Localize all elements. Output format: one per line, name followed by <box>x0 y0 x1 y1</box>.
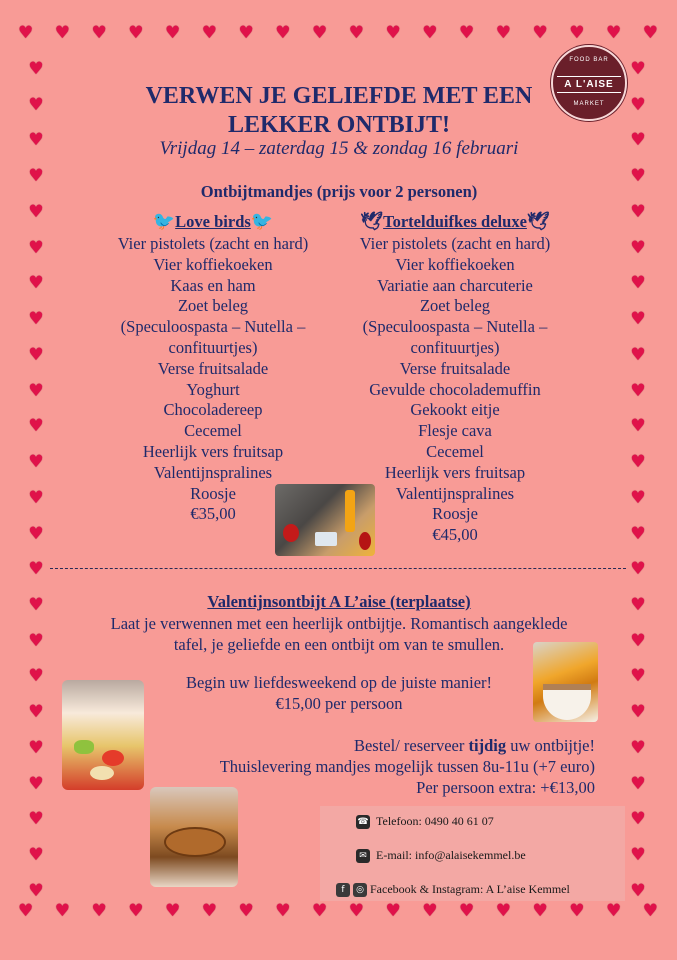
basket-item: Variatie aan charcuterie <box>377 275 533 295</box>
heart-icon: ♥ <box>28 630 44 651</box>
heart-icon: ♥ <box>630 130 646 151</box>
heart-icon: ♥ <box>201 901 217 921</box>
basket-item: Verse fruitsalade <box>157 358 269 378</box>
onsite-price: €15,00 per persoon <box>275 694 403 713</box>
intro-line: Laat je verwennen met een heerlijk ontbijtje. Romantisch aangeklede <box>110 614 568 633</box>
mail-icon: ✉ <box>356 849 370 863</box>
heart-icon: ♥ <box>630 344 646 365</box>
social-text: Facebook & Instagram: A L’aise Kemmel <box>370 882 570 896</box>
basket-photo <box>275 484 375 556</box>
heart-icon: ♥ <box>422 901 438 921</box>
order-info <box>150 735 595 798</box>
basket-item: Chocoladereep <box>163 400 263 420</box>
heart-icon: ♥ <box>201 23 217 43</box>
basket-item: Heerlijk vers fruitsap <box>142 441 284 461</box>
basket-item: Kaas en ham <box>170 275 256 295</box>
heart-icon: ♥ <box>28 416 44 437</box>
basket-item: Vier pistolets (zacht en hard) <box>359 234 551 253</box>
contact-box <box>320 806 625 901</box>
heart-icon: ♥ <box>28 94 44 115</box>
basket-love-birds <box>93 210 333 525</box>
heart-icon: ♥ <box>28 487 44 508</box>
extra-price-line: Per persoon extra: +€13,00 <box>416 778 595 797</box>
heart-icon: ♥ <box>28 344 44 365</box>
hummingbird-icon: 🕊 <box>360 211 384 232</box>
heart-icon: ♥ <box>28 809 44 830</box>
logo-brand-text: A L'AISE <box>557 76 621 93</box>
facebook-icon: f <box>336 883 350 897</box>
basket-item: Zoet beleg <box>419 296 491 316</box>
heart-icon: ♥ <box>348 23 364 43</box>
basket-item: Zoet beleg <box>177 296 249 316</box>
basket-item: Yoghurt <box>186 379 240 399</box>
heart-icon: ♥ <box>495 901 511 921</box>
basket-item: Valentijnspralines <box>395 483 515 503</box>
heart-icon: ♥ <box>28 201 44 222</box>
basket-name: Tortelduifkes deluxe <box>383 212 527 231</box>
fruit-salad-photo <box>62 680 144 790</box>
basket-item: Cecemel <box>184 421 242 441</box>
heart-icon: ♥ <box>630 487 646 508</box>
juice-granola-photo <box>533 642 598 722</box>
basket-item: (Speculoospasta – Nutella – <box>120 317 306 337</box>
basket-item: Cecemel <box>426 441 484 461</box>
basket-item: Roosje <box>190 483 236 503</box>
heart-icon: ♥ <box>28 273 44 294</box>
phone-icon: ☎ <box>357 816 369 827</box>
heart-icon: ♥ <box>28 59 44 79</box>
heart-icon: ♥ <box>28 737 44 758</box>
heart-icon: ♥ <box>495 23 511 43</box>
instagram-icon: ◎ <box>353 883 367 897</box>
heart-icon: ♥ <box>630 880 646 901</box>
intro-line: tafel, je geliefde en een ontbijt om van te smullen. <box>173 635 505 654</box>
basket-item: confituurtjes) <box>410 337 500 357</box>
heart-icon: ♥ <box>630 773 646 794</box>
heart-icon: ♥ <box>630 452 646 473</box>
section-divider <box>50 568 626 569</box>
heart-icon: ♥ <box>91 23 107 43</box>
heart-icon: ♥ <box>28 166 44 187</box>
heart-icon: ♥ <box>642 23 658 43</box>
heart-icon: ♥ <box>28 773 44 794</box>
heart-icon: ♥ <box>91 901 107 921</box>
heart-border-top <box>18 24 658 48</box>
heart-icon: ♥ <box>28 130 44 151</box>
heart-icon: ♥ <box>630 237 646 258</box>
basket-item: Vier koffiekoeken <box>153 254 273 274</box>
heart-icon: ♥ <box>165 901 181 921</box>
heart-icon: ♥ <box>630 809 646 830</box>
basket-item: Vier koffiekoeken <box>395 254 515 274</box>
heart-icon: ♥ <box>630 309 646 330</box>
heart-icon: ♥ <box>18 23 34 43</box>
heart-icon: ♥ <box>422 23 438 43</box>
heart-icon: ♥ <box>630 201 646 222</box>
bird-icon: 🐦 <box>250 211 274 232</box>
heart-icon: ♥ <box>28 702 44 723</box>
heart-icon: ♥ <box>312 901 328 921</box>
heart-icon: ♥ <box>569 901 585 921</box>
heart-icon: ♥ <box>569 23 585 43</box>
heart-icon: ♥ <box>630 559 646 580</box>
contact-social <box>336 882 570 897</box>
heart-icon: ♥ <box>630 416 646 437</box>
onsite-offer <box>150 672 528 714</box>
order-line: Bestel/ reserveer tijdig uw ontbijtje! <box>353 736 595 755</box>
basket-item: Gekookt eitje <box>410 400 500 420</box>
basket-price: €35,00 <box>190 504 236 524</box>
phone-text: Telefoon: 0490 40 61 07 <box>376 814 494 828</box>
heart-border-right <box>626 60 650 900</box>
heart-icon: ♥ <box>606 23 622 43</box>
event-dates: Vrijdag 14 – zaterdag 15 & zondag 16 februari <box>159 138 519 159</box>
basket-title <box>335 210 575 234</box>
heart-icon: ♥ <box>630 630 646 651</box>
heart-icon: ♥ <box>312 23 328 43</box>
baskets-heading: Ontbijtmandjes (prijs voor 2 personen) <box>200 182 478 201</box>
heart-icon: ♥ <box>54 23 70 43</box>
basket-item: confituurtjes) <box>168 337 258 357</box>
heart-icon: ♥ <box>18 901 34 921</box>
heart-icon: ♥ <box>630 595 646 616</box>
basket-item: (Speculoospasta – Nutella – <box>362 317 548 337</box>
heart-icon: ♥ <box>630 737 646 758</box>
heart-icon: ♥ <box>532 901 548 921</box>
heart-icon: ♥ <box>28 595 44 616</box>
heart-icon: ♥ <box>630 666 646 687</box>
basket-item: Verse fruitsalade <box>399 358 511 378</box>
email-text: E-mail: info@alaisekemmel.be <box>376 848 526 862</box>
heart-border-left <box>24 60 48 900</box>
heart-icon: ♥ <box>28 845 44 866</box>
weekend-slogan: Begin uw liefdesweekend op de juiste manier! <box>185 673 493 692</box>
heart-icon: ♥ <box>630 523 646 544</box>
basket-item: Valentijnspralines <box>153 462 273 482</box>
pastry-photo <box>150 787 238 887</box>
delivery-line: Thuislevering mandjes mogelijk tussen 8u-11u (+7 euro) <box>219 757 595 776</box>
heart-icon: ♥ <box>630 94 646 115</box>
heart-icon: ♥ <box>348 901 364 921</box>
heart-icon: ♥ <box>238 901 254 921</box>
heart-icon: ♥ <box>630 380 646 401</box>
basket-item: Flesje cava <box>418 421 492 441</box>
heart-icon: ♥ <box>630 845 646 866</box>
heart-icon: ♥ <box>630 702 646 723</box>
hummingbird-icon: 🕊 <box>526 211 550 232</box>
heart-icon: ♥ <box>28 309 44 330</box>
heart-icon: ♥ <box>630 166 646 187</box>
heart-icon: ♥ <box>630 59 646 79</box>
heart-icon: ♥ <box>606 901 622 921</box>
basket-item: Roosje <box>432 504 478 524</box>
heart-icon: ♥ <box>630 273 646 294</box>
heart-icon: ♥ <box>275 901 291 921</box>
basket-item: Heerlijk vers fruitsap <box>384 462 526 482</box>
page-title: VERWEN JE GELIEFDE MET EEN LEKKER ONTBIJT! <box>145 83 533 138</box>
heart-icon: ♥ <box>165 23 181 43</box>
basket-name: Love birds <box>175 212 251 231</box>
onsite-intro <box>70 613 608 655</box>
heart-icon: ♥ <box>532 23 548 43</box>
heart-icon: ♥ <box>238 23 254 43</box>
contact-phone <box>356 814 494 829</box>
heart-icon: ♥ <box>28 523 44 544</box>
basket-item: Vier pistolets (zacht en hard) <box>117 234 309 253</box>
heart-icon: ♥ <box>275 23 291 43</box>
heart-icon: ♥ <box>28 666 44 687</box>
heart-icon: ♥ <box>28 452 44 473</box>
basket-title <box>93 210 333 234</box>
heart-icon: ♥ <box>459 901 475 921</box>
heart-icon: ♥ <box>128 901 144 921</box>
logo-top-text: FOOD BAR <box>569 57 609 63</box>
heart-icon: ♥ <box>28 880 44 901</box>
logo-bottom-text: MARKET <box>573 101 605 107</box>
heart-icon: ♥ <box>128 23 144 43</box>
heart-icon: ♥ <box>28 559 44 580</box>
contact-email <box>356 848 526 863</box>
heart-icon: ♥ <box>54 901 70 921</box>
heart-border-bottom <box>18 902 658 926</box>
heart-icon: ♥ <box>28 380 44 401</box>
heart-icon: ♥ <box>642 901 658 921</box>
heart-icon: ♥ <box>459 23 475 43</box>
heart-icon: ♥ <box>385 23 401 43</box>
onsite-breakfast-title: Valentijnsontbijt A L’aise (terplaatse) <box>207 592 471 611</box>
heart-icon: ♥ <box>28 237 44 258</box>
basket-price: €45,00 <box>432 525 478 545</box>
bird-icon: 🐦 <box>152 211 176 232</box>
basket-item: Gevulde chocolademuffin <box>369 379 541 399</box>
heart-icon: ♥ <box>385 901 401 921</box>
